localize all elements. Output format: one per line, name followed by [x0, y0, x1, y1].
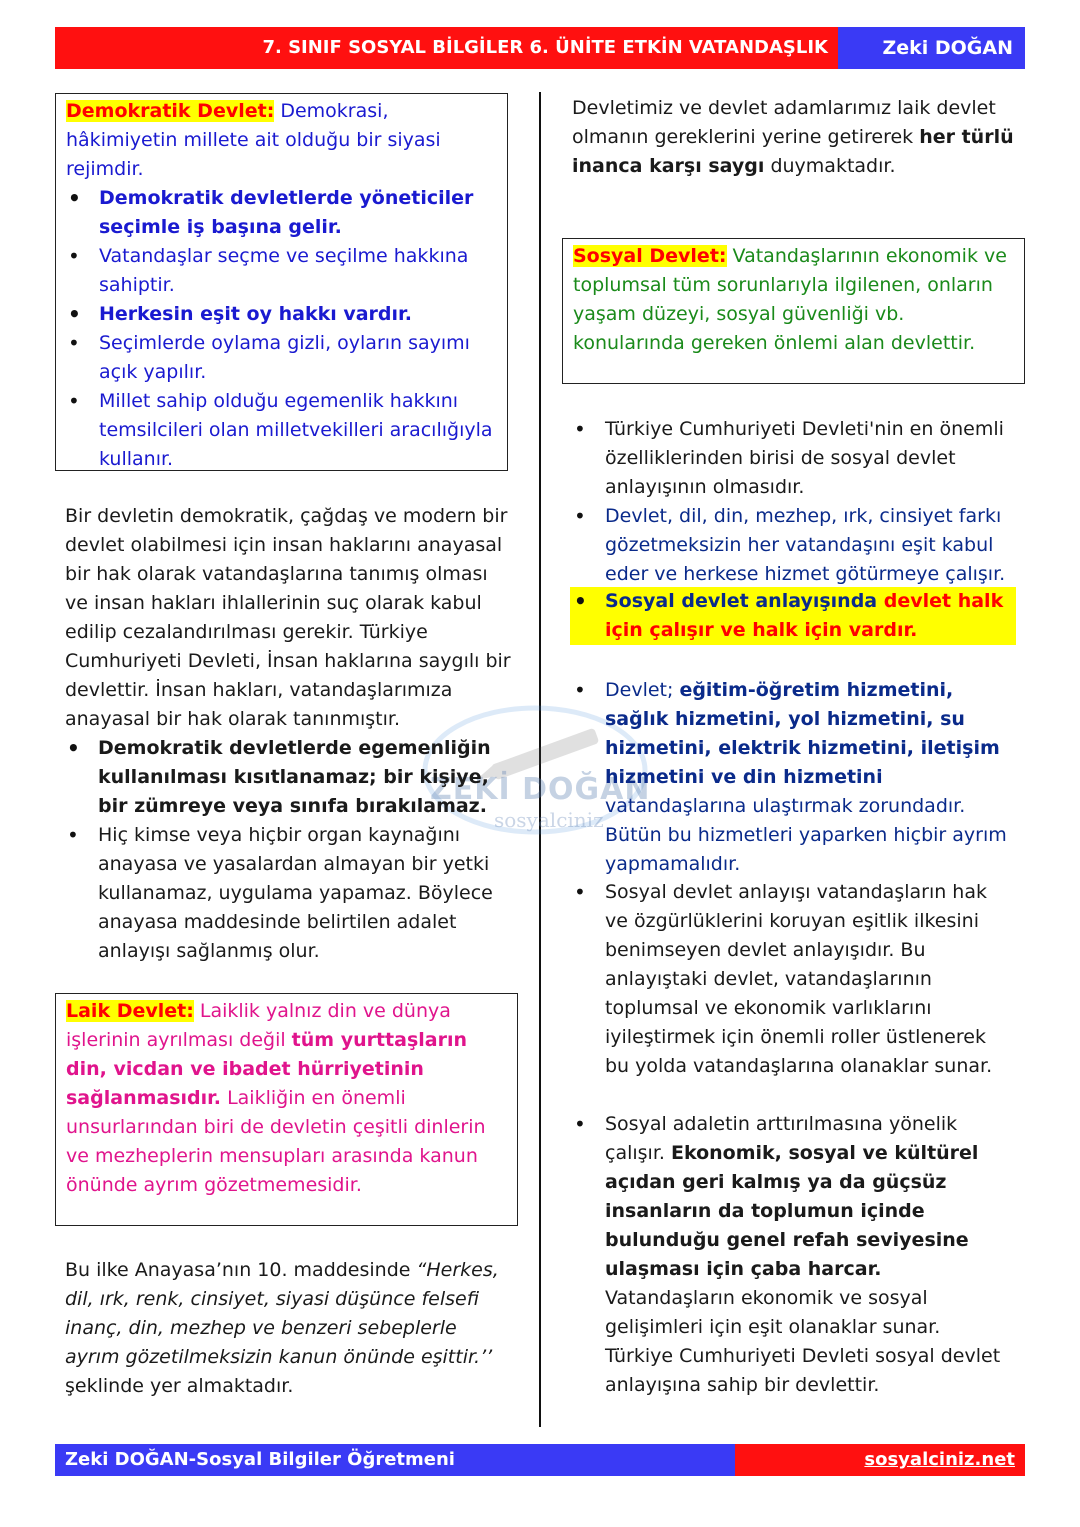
watermark-name: ZEKİ DOĞAN [430, 772, 651, 807]
laik-definition: Laik Devlet: Laiklik yalnız din ve dünya işlerinin ayrılması değil tüm yurttaşların din, vicdan ve ibadet hürriyetinin sağlanmasıdır. Laikliğin en önemli unsurlarından biri de devletin çeşitli dinlerin ve mezheplerin mensupları arasında kanun önünde ayrım gözetmemesidir. [66, 1000, 486, 1196]
list-item: • Herkesin eşit oy hakkı vardır. [66, 300, 499, 329]
page-title: 7. SINIF SOSYAL BİLGİLER 6. ÜNİTE ETKİN VATANDAŞLIK [262, 37, 828, 58]
header-bar-blue [838, 27, 1025, 69]
insan-haklari-section [65, 502, 515, 966]
list-item: • Seçimlerde oylama gizli, oyların sayımı açık yapılır. [66, 329, 499, 387]
list-item: • Devlet; eğitim-öğretim hizmetini, sağlık hizmetini, yol hizmetini, su hizmetini, elektrik hizmetini, iletişim hizmetini ve din hizmetini vatandaşlarına ulaştırmak zorundadır. Bütün bu hizmetleri yaparken hiçbir ayrım yapmamalıdır. [572, 676, 1012, 879]
footer-website-link[interactable]: sosyalciniz.net [864, 1449, 1015, 1470]
footer-author: Zeki DOĞAN-Sosyal Bilgiler Öğretmeni [65, 1449, 455, 1470]
author-name: Zeki DOĞAN [882, 37, 1013, 59]
list-item: • Türkiye Cumhuriyeti Devleti'nin en önemli özelliklerinden birisi de sosyal devlet anlayışının olmasıdır. [572, 415, 1012, 502]
anayasa-quote: “Herkes, dil, ırk, renk, cinsiyet, siyasi düşünce felsefi inanç, din, mezhep ve benzeri sebeplerle ayrım gözetilmeksizin kanun önünde eşittir.’’ [65, 1259, 499, 1368]
list-item: • Devlet, dil, din, mezhep, ırk, cinsiyet farkı gözetmeksizin her vatandaşını eşit kabul eder ve herkese hizmet götürmeye çalışır. [572, 502, 1012, 589]
laik-devlet-box [55, 993, 518, 1226]
hizmetler-item [572, 676, 1012, 879]
laik-intro-paragraph: Devletimiz ve devlet adamlarımız laik devlet olmanın gereklerini yerine getirerek her türlü inanca karşı saygı duymaktadır. [572, 97, 1014, 177]
insan-haklari-paragraph: Bir devletin demokratik, çağdaş ve modern bir devlet olabilmesi için insan haklarını anayasal bir hak olarak vatandaşlarına tanımış olması ve insan hakları ihlallerinin suç olarak kabul edilip cezalandırılması gerekir. Türkiye Cumhuriyeti Devleti, İnsan haklarına saygılı bir devlettir. İnsan hakları, vatandaşlarımıza anayasal bir hak olarak tanınmıştır. [65, 505, 511, 730]
anayasa-paragraph: Bu ilke Anayasa’nın 10. maddesinde “Herkes, dil, ırk, renk, cinsiyet, siyasi düşünce felsefi inanç, din, mezhep ve benzeri sebeplerle ayrım gözetilmeksizin kanun önünde eşittir.’’ şeklinde yer almaktadır. [65, 1259, 499, 1397]
list-item: • Demokratik devletlerde egemenliğin kullanılması kısıtlanamaz; bir kişiye, bir zümreye veya sınıfa bırakılamaz. [65, 734, 515, 821]
sosyal-term: Sosyal Devlet: [573, 245, 727, 267]
footer-bar-red [735, 1444, 1025, 1476]
list-item: • Sosyal devlet anlayışında devlet halk için çalışır ve halk için vardır. [572, 587, 1016, 645]
sosyal-devlet-box [562, 238, 1025, 384]
highlighted-item [570, 587, 1016, 645]
sosyal-definition: Sosyal Devlet: Vatandaşlarının ekonomik ve toplumsal tüm sorunlarıyla ilgilenen, onların yaşam düzeyi, sosyal güvenliği vb. konularında gereken önlemi alan devlettir. [573, 245, 1007, 354]
header-bar-red [55, 27, 838, 69]
sosyal-devlet-list-a [572, 415, 1012, 589]
laik-term: Laik Devlet: [66, 1000, 194, 1022]
demokratik-definition: Demokratik Devlet: Demokrasi, hâkimiyetin millete ait olduğu bir siyasi rejimdir. [66, 100, 441, 180]
list-item: • Vatandaşlar seçme ve seçilme hakkına sahiptir. [66, 242, 499, 300]
list-item: • Demokratik devletlerde yöneticiler seçimle iş başına gelir. [66, 184, 499, 242]
sosyal-adalet-item [572, 1110, 1012, 1400]
list-item: • Sosyal adaletin arttırılmasına yönelik çalışır. Ekonomik, sosyal ve kültürel açıdan geri kalmış ya da güçsüz insanların da toplumun içinde bulunduğu genel refah seviyesine ulaşması için çaba harcar. Vatandaşların ekonomik ve sosyal gelişimleri için eşit olanaklar sunar. Türkiye Cumhuriyeti Devleti sosyal devlet anlayışına sahip bir devlettir. [572, 1110, 1012, 1400]
demokratik-list [66, 184, 499, 474]
demokratik-devlet-box [55, 93, 508, 471]
esitlik-item [572, 878, 1012, 1081]
demokratik-term: Demokratik Devlet: [66, 100, 275, 122]
watermark-site: sosyalciniz [494, 808, 604, 832]
list-item: • Hiç kimse veya hiçbir organ kaynağını anayasa ve yasalardan almayan bir yetki kullanamaz, uygulama yapamaz. Böylece anayasa maddesinde belirtilen adalet anlayışı sağlanmış olur. [65, 821, 515, 966]
egemenlik-list [65, 734, 515, 966]
list-item: • Millet sahip olduğu egemenlik hakkını temsilcileri olan milletvekilleri aracılığıyla kullanır. [66, 387, 499, 474]
list-item: • Sosyal devlet anlayışı vatandaşların hak ve özgürlüklerini koruyan eşitlik ilkesini benimseyen devlet anlayışıdır. Bu anlayıştaki devlet, vatandaşlarının toplumsal ve ekonomik varlıklarını iyileştirmek için önemli roller üstlenerek bu yolda vatandaşlarına olanaklar sunar. [572, 878, 1012, 1081]
footer-bar-blue [55, 1444, 735, 1476]
